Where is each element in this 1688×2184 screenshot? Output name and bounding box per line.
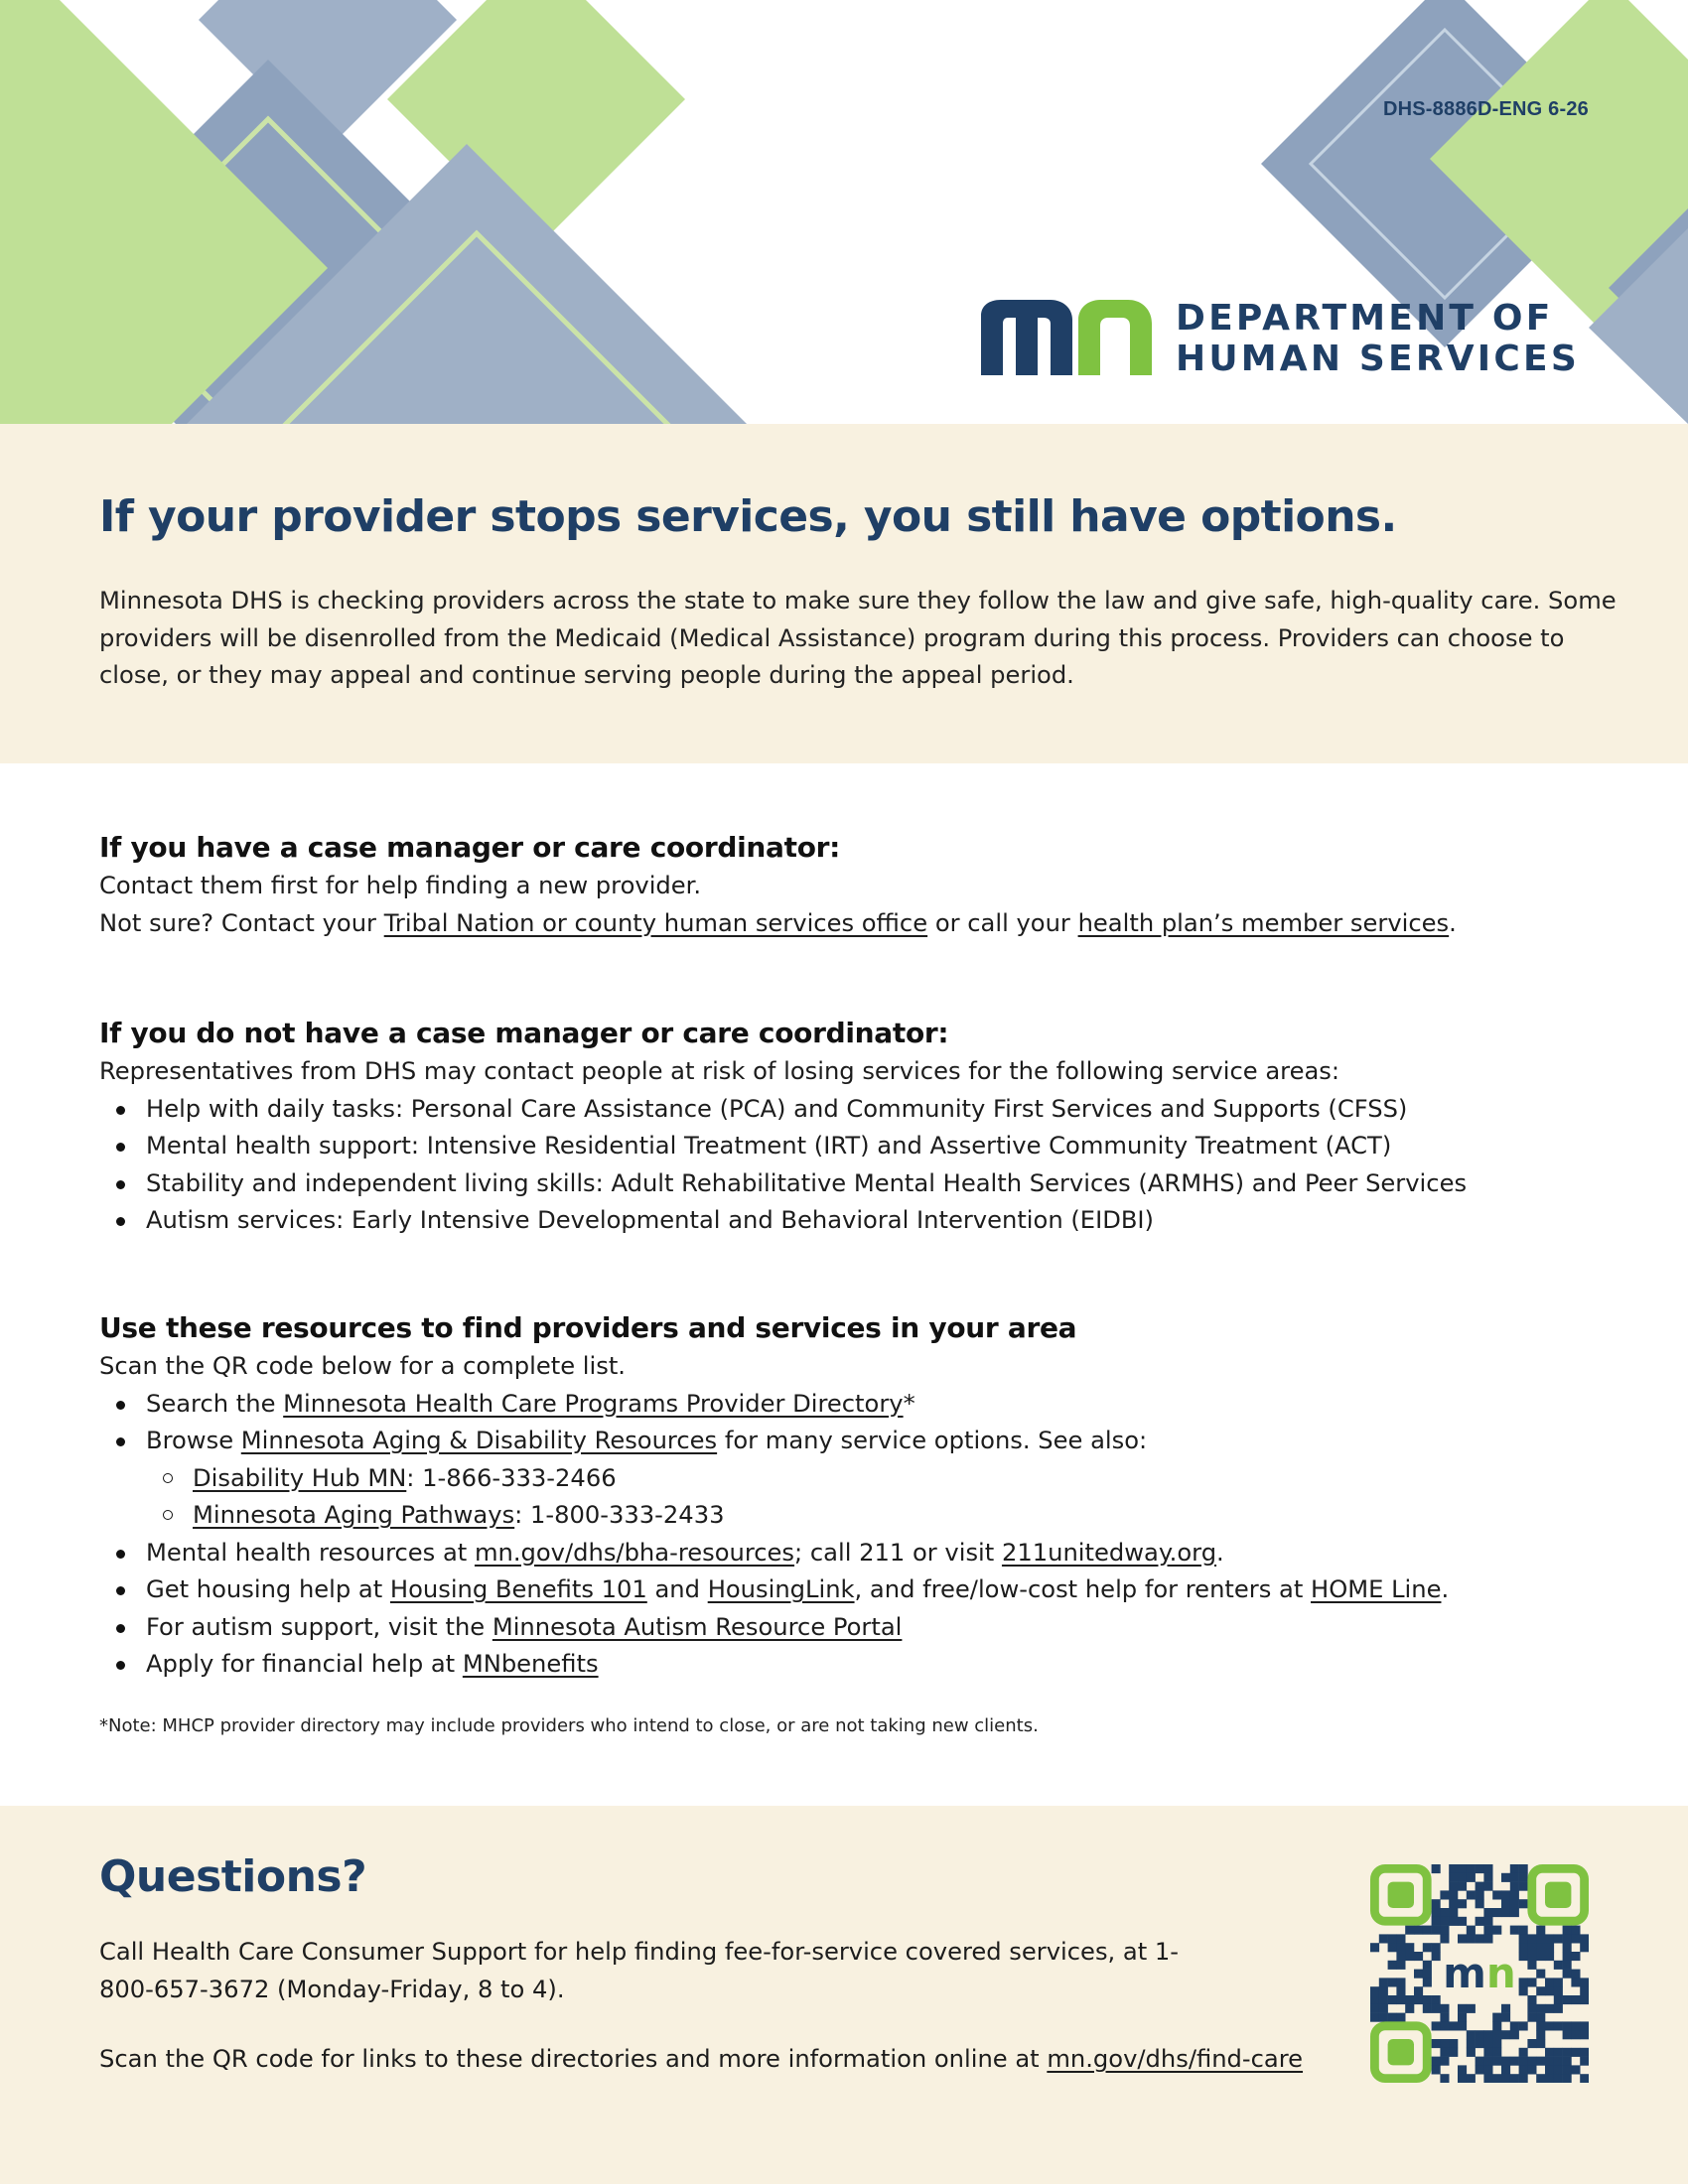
case-manager-section: [99, 828, 1628, 942]
aging-disability-resources-link[interactable]: Minnesota Aging & Disability Resources: [240, 1427, 718, 1454]
text: Get housing help at: [146, 1575, 390, 1603]
text: Search the: [146, 1389, 284, 1418]
case-manager-line-1: Contact them first for help finding a new provider.: [99, 872, 702, 899]
mnbenefits-link[interactable]: MNbenefits: [462, 1650, 599, 1678]
text: Browse: [146, 1427, 241, 1454]
aging-pathways-link[interactable]: Minnesota Aging Pathways: [193, 1501, 515, 1529]
intro-paragraph: Minnesota DHS is checking providers across the state to make sure they follow the law and give safe, high-quality care. Some providers will be disenrolled from the Medicaid (Medical Assistance) program during this process. Providers can choose to close, or they may appeal and continue serving people during the appeal period.: [99, 587, 1617, 689]
list-item: Mental health support: Intensive Residential Treatment (IRT) and Assertive Community Treatment (ACT): [99, 1128, 1628, 1165]
resources-intro: Scan the QR code below for a complete list.: [99, 1352, 626, 1380]
logo-line-2: HUMAN SERVICES: [1176, 339, 1580, 379]
text: .: [1216, 1538, 1224, 1567]
text: Mental health resources at: [146, 1538, 475, 1567]
footnote: *Note: MHCP provider directory may include providers who intend to close, or are not taking new clients.: [99, 1715, 1039, 1736]
provider-directory-link[interactable]: Minnesota Health Care Programs Provider Directory: [283, 1389, 904, 1418]
no-case-manager-heading: If you do not have a case manager or care coordinator:: [99, 1017, 949, 1049]
text: : 1-866-333-2466: [406, 1463, 617, 1492]
housinglink-link[interactable]: HousingLink: [707, 1575, 855, 1603]
mn-logo-mark-icon: [981, 298, 1152, 377]
text: Apply for financial help at: [146, 1650, 463, 1678]
page-title: If your provider stops services, you still have options.: [99, 491, 1397, 542]
sub-list-item: [99, 1460, 1628, 1498]
text: ; call 211 or visit: [794, 1538, 1002, 1567]
disability-hub-link[interactable]: Disability Hub MN: [193, 1463, 407, 1492]
list-item: [99, 1423, 1628, 1460]
health-plan-member-services-link[interactable]: health plan’s member services: [1077, 908, 1450, 937]
text: Not sure? Contact your: [99, 908, 384, 937]
text: *: [903, 1389, 915, 1418]
resources-heading: Use these resources to find providers and services in your area: [99, 1311, 1077, 1344]
text: for many service options. See also:: [717, 1427, 1148, 1454]
case-manager-line-2: [99, 905, 1628, 943]
questions-scan-line: [99, 2040, 1303, 2078]
list-item: Help with daily tasks: Personal Care Assistance (PCA) and Community First Services and Supports (CFSS): [99, 1091, 1628, 1129]
resources-section: [99, 1308, 1628, 1684]
list-item: Autism services: Early Intensive Developmental and Behavioral Intervention (EIDBI): [99, 1202, 1628, 1240]
list-item: Stability and independent living skills: Adult Rehabilitative Mental Health Services (ARMHS) and Peer Services: [99, 1165, 1628, 1203]
text: and: [646, 1575, 708, 1603]
intro-section: [0, 424, 1688, 763]
dhs-logo: [981, 298, 1589, 377]
qr-code-icon[interactable]: [1370, 1864, 1589, 2083]
bha-resources-link[interactable]: mn.gov/dhs/bha-resources: [474, 1538, 795, 1567]
list-item: [99, 1609, 1628, 1647]
tribal-county-office-link[interactable]: Tribal Nation or county human services office: [383, 908, 928, 937]
text: .: [1449, 908, 1457, 937]
list-item: [99, 1646, 1628, 1684]
find-care-link[interactable]: mn.gov/dhs/find-care: [1047, 2045, 1304, 2073]
no-case-manager-section: [99, 1014, 1628, 1240]
sub-list-item: [99, 1497, 1628, 1535]
service-areas-list: [99, 1091, 1628, 1240]
text: Scan the QR code for links to these directories and more information online at: [99, 2045, 1048, 2073]
text: , and free/low-cost help for renters at: [854, 1575, 1311, 1603]
questions-heading: Questions?: [99, 1851, 367, 1902]
list-item: [99, 1386, 1628, 1424]
text: For autism support, visit the: [146, 1612, 492, 1641]
department-name: [1176, 298, 1580, 379]
text: .: [1441, 1575, 1450, 1603]
resources-list: [99, 1386, 1628, 1684]
logo-line-1: DEPARTMENT OF: [1176, 298, 1554, 339]
text: : 1-800-333-2433: [514, 1501, 725, 1529]
list-item: [99, 1535, 1628, 1572]
list-item: [99, 1571, 1628, 1609]
text: or call your: [927, 908, 1078, 937]
no-case-manager-intro: Representatives from DHS may contact people at risk of losing services for the following service areas:: [99, 1057, 1340, 1085]
home-line-link[interactable]: HOME Line: [1311, 1575, 1442, 1603]
questions-body: Call Health Care Consumer Support for help finding fee-for-service covered services, at 1-800-657-3672 (Monday-Friday, 8 to 4).: [99, 1938, 1180, 2003]
svg-text:mn: mn: [1443, 1949, 1516, 1997]
document-code: DHS-8886D-ENG 6-26: [1382, 98, 1589, 120]
united-way-link[interactable]: 211unitedway.org: [1001, 1538, 1217, 1567]
autism-resource-portal-link[interactable]: Minnesota Autism Resource Portal: [492, 1612, 903, 1641]
case-manager-heading: If you have a case manager or care coordinator:: [99, 831, 841, 864]
header-banner: [0, 0, 1688, 424]
housing-benefits-link[interactable]: Housing Benefits 101: [389, 1575, 647, 1603]
